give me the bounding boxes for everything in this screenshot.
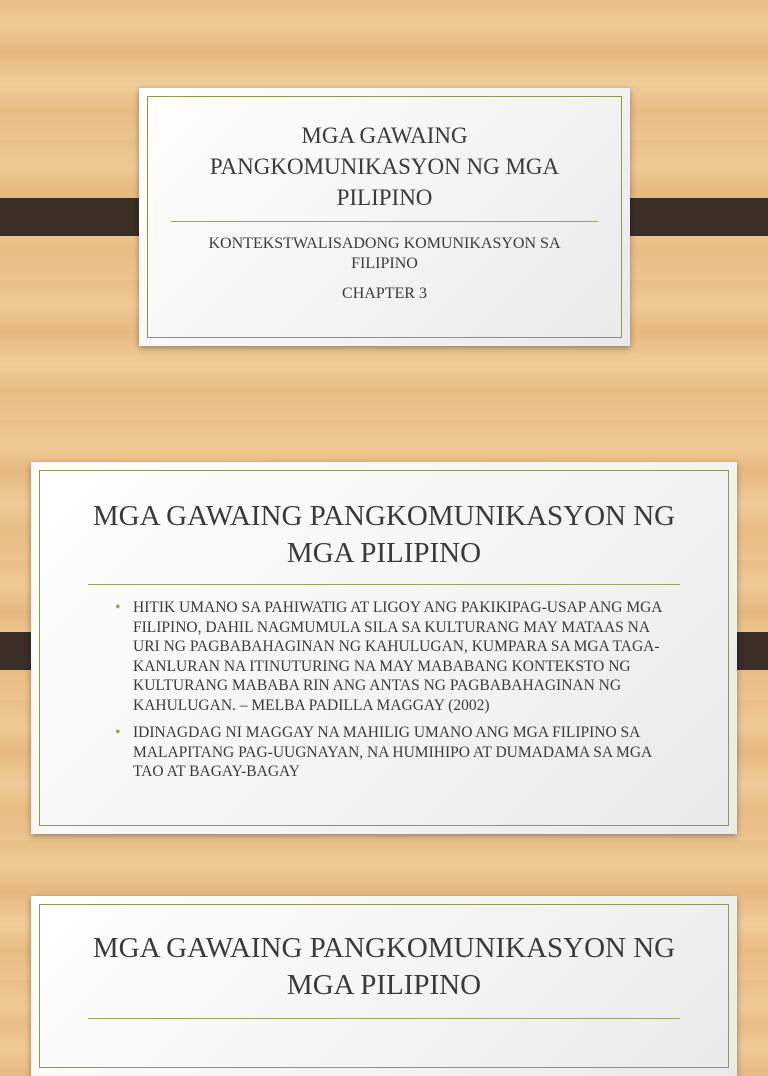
slide-2-bullet-list	[113, 598, 675, 790]
slide-3-divider	[88, 1018, 680, 1019]
slide-3-title: MGA GAWAING PANGKOMUNIKASYON NG MGA PILIPINO	[92, 932, 676, 1001]
slide-1-title: MGA GAWAING PANGKOMUNIKASYON NG MGA PILIPINO	[209, 123, 560, 210]
list-item: • IDINAGDAG NI MAGGAY NA MAHILIG UMANO ANG MGA FILIPINO SA MALAPITANG PAG-UUGNAYAN, NA HUMIHIPO AT DUMADAMA SA MGA TAO AT BAGAY-BAGAY	[113, 723, 675, 782]
slide-2-divider	[88, 584, 680, 585]
slide-1-subtitle: KONTEKSTWALISADONG KOMUNIKASYON SA FILIPINO	[208, 235, 561, 272]
slide-3[interactable]	[31, 896, 737, 1076]
slide-1-chapter: CHAPTER 3	[342, 285, 427, 302]
list-item: • HITIK UMANO SA PAHIWATIG AT LIGOY ANG PAKIKIPAG-USAP ANG MGA FILIPINO, DAHIL NAGMUMULA SILA SA KULTURANG MAY MATAAS NA URI NG PAGBABAHAGINAN NG KAHULUGAN, KUMPARA SA MGA TAGA-KANLURAN NA ITINUTURING NA MAY MABABANG KONTEKSTO NG KULTURANG MABABA RIN ANG ANTAS NG PAGBABAHAGINAN NG KAHULUGAN. – MELBA PADILLA MAGGAY (2002)	[113, 598, 675, 715]
left-strap-1	[0, 198, 156, 236]
slide-2-title: MGA GAWAING PANGKOMUNIKASYON NG MGA PILIPINO	[92, 500, 676, 569]
right-strap-1	[612, 198, 768, 236]
slide-1-divider	[171, 221, 598, 222]
slide-1[interactable]	[139, 88, 630, 346]
slide-2[interactable]	[31, 462, 737, 834]
